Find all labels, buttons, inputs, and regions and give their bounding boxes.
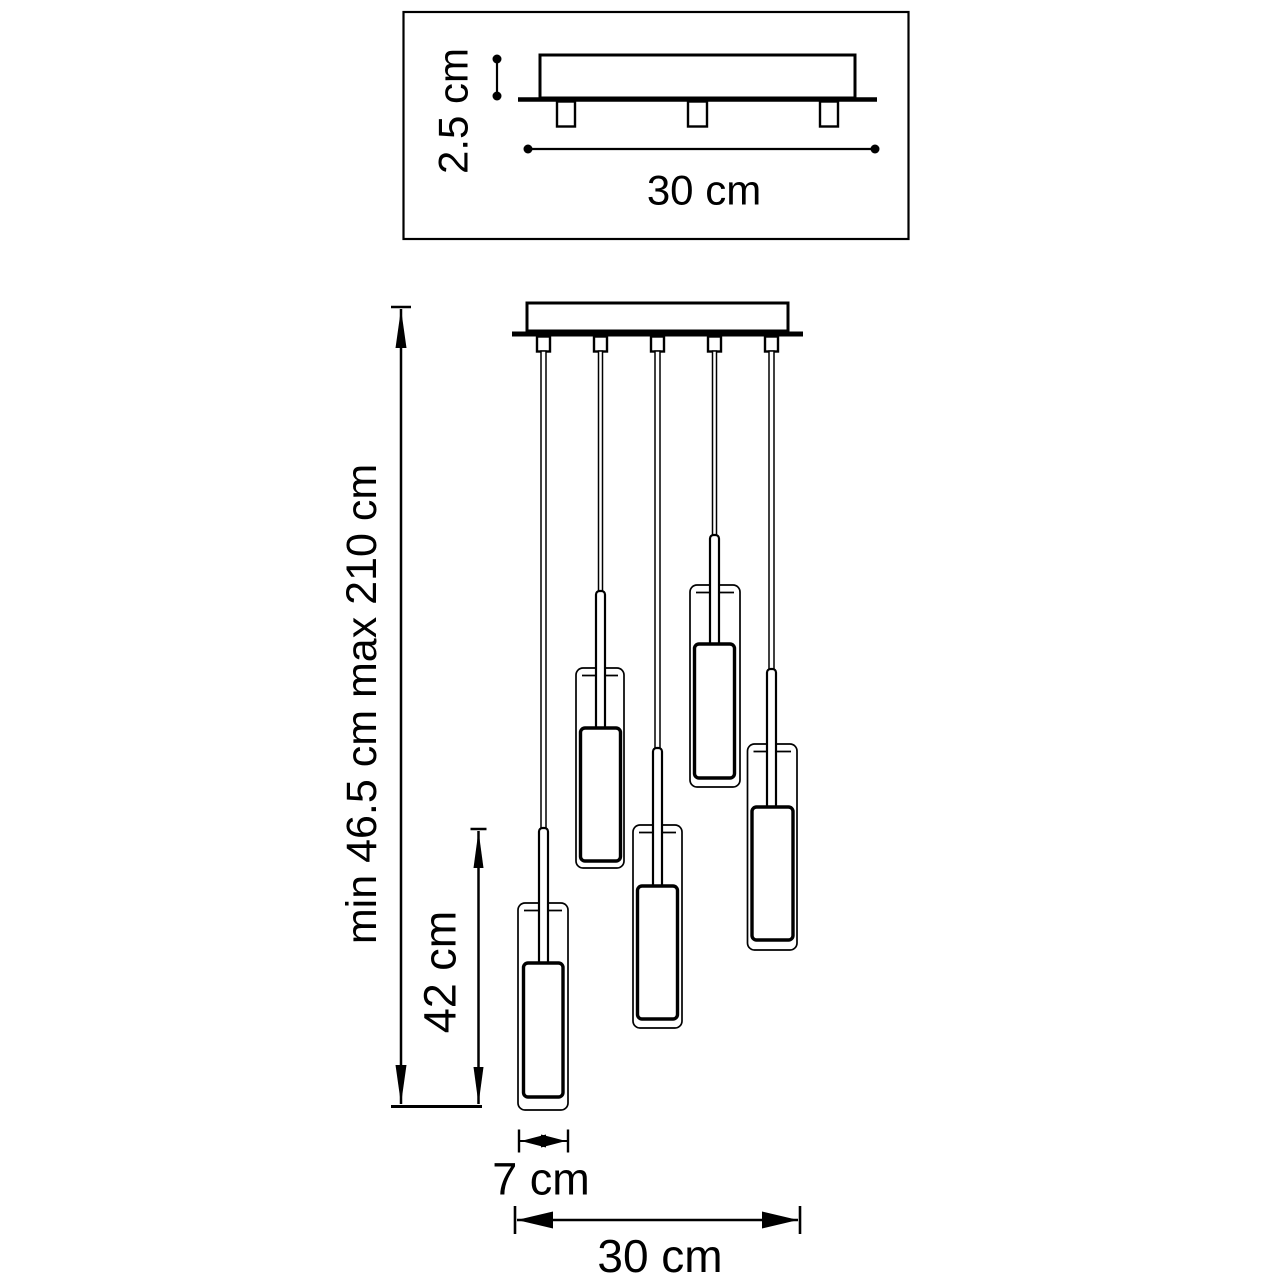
pendant-cord <box>541 351 546 834</box>
shade-width-label: 7 cm <box>492 1153 590 1205</box>
arrowhead-left <box>517 1212 553 1229</box>
canopy-side-view <box>518 55 877 127</box>
led-diffuser <box>695 644 735 778</box>
canopy-height-dimension <box>430 48 502 174</box>
dimension-end-dot <box>871 145 880 154</box>
overall-width-dimension <box>515 1206 800 1280</box>
overall-width-label: 30 cm <box>597 1230 723 1280</box>
hanging-height-label: min 46.5 cm max 210 cm <box>338 463 386 945</box>
arrowhead-up <box>474 831 484 868</box>
cord-grip <box>651 337 664 352</box>
cord-grip <box>557 102 575 127</box>
canopy-body <box>527 303 788 331</box>
shade-width-dimension <box>492 1130 590 1205</box>
dimension-end-dot <box>493 92 502 101</box>
pendant-5 <box>748 351 798 950</box>
canopy-width-label: 30 cm <box>646 166 762 214</box>
arrowhead-down <box>474 1067 484 1104</box>
assembly-canopy <box>512 303 803 352</box>
pendant-stem <box>539 828 548 969</box>
pendant-3 <box>633 351 682 1028</box>
pendant-cord <box>769 351 774 675</box>
cord-grip <box>820 102 838 127</box>
led-diffuser <box>581 728 621 861</box>
pendant-assembly-view <box>338 303 803 1280</box>
led-diffuser <box>638 886 678 1019</box>
canopy-width-dimension <box>524 145 880 214</box>
arrowhead-up <box>396 309 407 348</box>
dimension-end-dot <box>493 55 502 64</box>
pendant-stem <box>767 669 776 813</box>
cord-grip <box>594 337 607 352</box>
canopy-body <box>540 55 855 98</box>
pendant-stem <box>710 535 719 650</box>
arrowhead-down <box>396 1065 407 1104</box>
dimension-end-dot <box>524 145 533 154</box>
pendant-cord <box>599 351 603 597</box>
pendant-stem <box>653 748 662 892</box>
shade-drop-dimension <box>415 829 487 1104</box>
led-diffuser <box>752 807 793 940</box>
pendant-stem <box>596 591 605 734</box>
pendant-4 <box>690 351 740 787</box>
cord-grip <box>537 337 550 352</box>
pendant-cord <box>713 351 717 541</box>
shade-drop-label: 42 cm <box>414 910 466 1034</box>
cord-grip <box>688 102 707 127</box>
pendant-2 <box>576 351 624 868</box>
pendant-1 <box>518 351 568 1110</box>
led-diffuser <box>524 963 564 1097</box>
pendants <box>518 351 797 1110</box>
cord-grips <box>537 337 778 352</box>
canopy-height-label: 2.5 cm <box>429 47 477 175</box>
canopy-detail-panel <box>404 12 909 239</box>
arrowhead-right <box>541 1135 566 1148</box>
pendant-cord <box>655 351 660 754</box>
arrowhead-right <box>762 1212 798 1229</box>
cord-grip <box>765 337 778 352</box>
cord-grip <box>708 337 721 352</box>
